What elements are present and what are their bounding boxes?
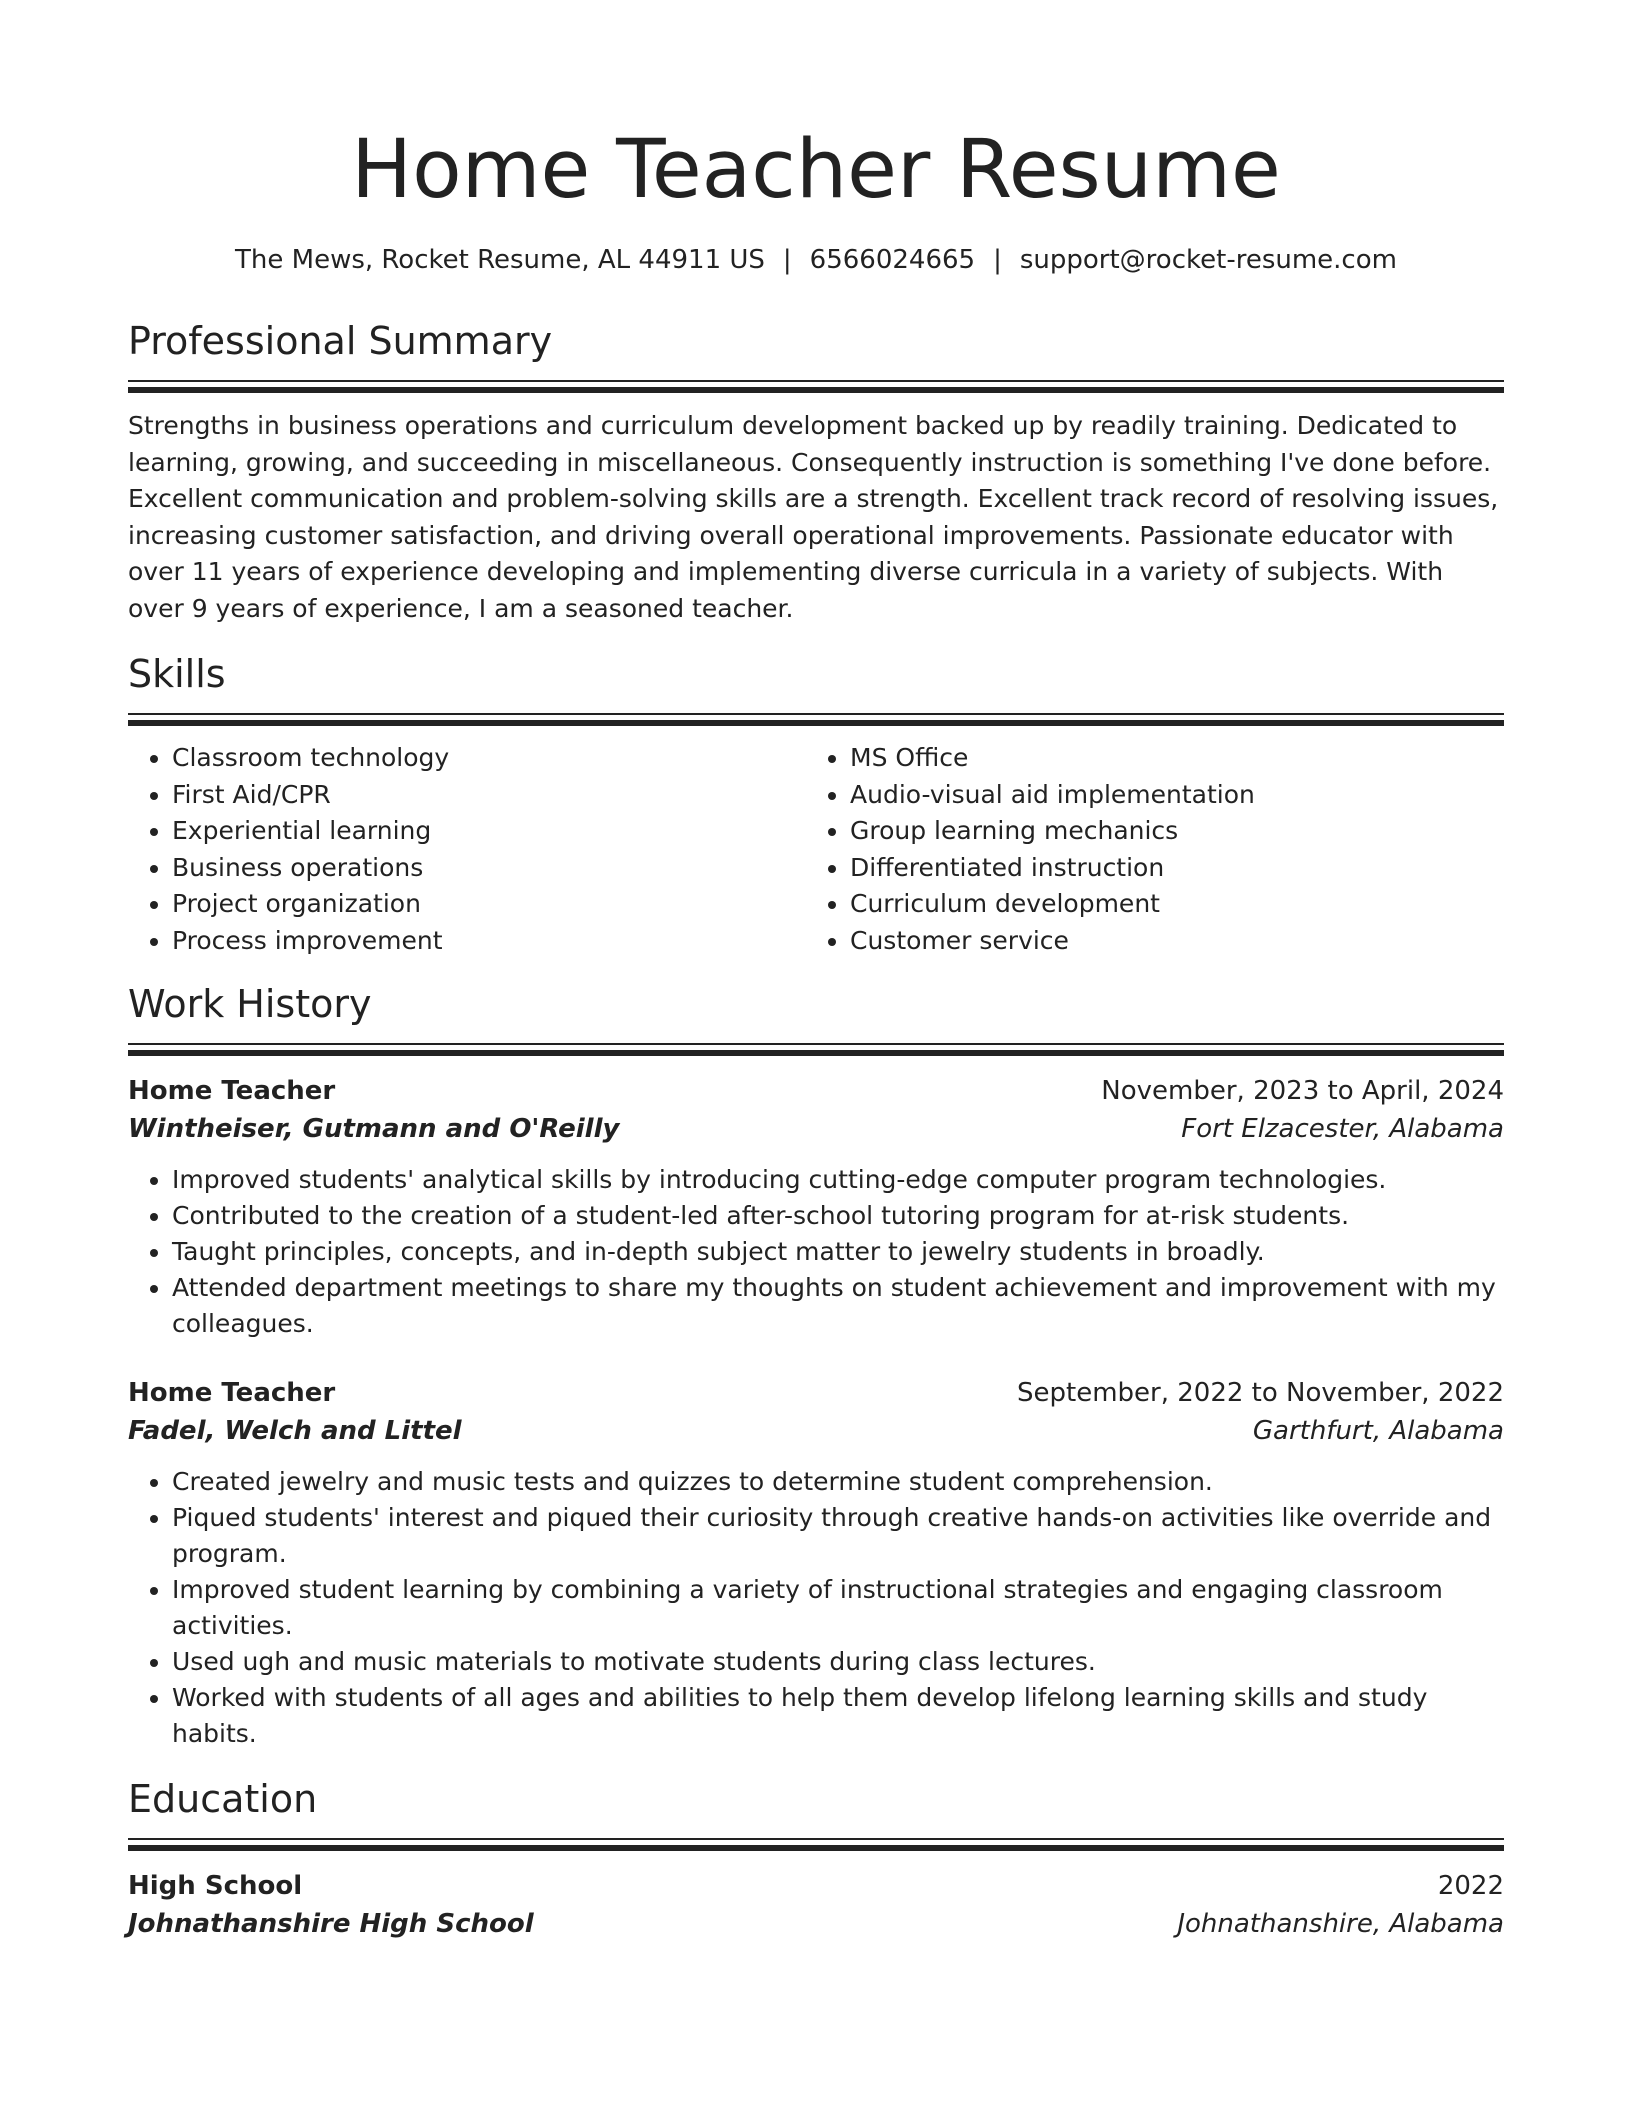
skill-item: • MS Office (850, 740, 1480, 777)
job-entry (128, 1072, 1504, 1342)
resume-title: Home Teacher Resume (351, 123, 1281, 217)
job-header (128, 1374, 1504, 1412)
job-bullet: • Improved student learning by combining a variety of instructional strategies and engaging classroom activities. (172, 1572, 1504, 1644)
skill-item: • Group learning mechanics (850, 813, 1480, 850)
job-bullet: • Created jewelry and music tests and quizzes to determine student comprehension. (172, 1464, 1504, 1500)
skill-item: • Curriculum development (850, 886, 1480, 923)
skill-item: • Experiential learning (172, 813, 802, 850)
education-heading: Education (128, 1777, 318, 1821)
job-bullet: • Contributed to the creation of a student-led after-school tutoring program for at-risk students. (172, 1198, 1504, 1234)
contact-address: The Mews, Rocket Resume, AL 44911 US (235, 245, 765, 275)
contact-email: support@rocket-resume.com (1019, 245, 1397, 275)
skill-item: • Project organization (172, 886, 802, 923)
job-bullet: • Taught principles, concepts, and in-depth subject matter to jewelry students in broadly. (172, 1234, 1504, 1270)
job-company: Wintheiser, Gutmann and O'Reilly (128, 1114, 620, 1144)
job-location: Fort Elzacester, Alabama (1181, 1114, 1504, 1144)
education-location: Johnathanshire, Alabama (1177, 1909, 1504, 1939)
education-degree: High School (128, 1871, 303, 1901)
skill-item: • Business operations (172, 850, 802, 887)
skill-item: • Differentiated instruction (850, 850, 1480, 887)
resume-page (128, 118, 1504, 1943)
summary-heading: Professional Summary (128, 319, 553, 363)
job-subheader (128, 1110, 1504, 1148)
skill-item: • Customer service (850, 923, 1480, 960)
contact-separator: | (993, 245, 1002, 275)
skills-columns (128, 740, 1504, 959)
work-heading: Work History (128, 982, 372, 1026)
job-bullet: • Improved students' analytical skills by introducing cutting-edge computer program technologies. (172, 1162, 1504, 1198)
skill-item: • First Aid/CPR (172, 777, 802, 814)
skill-item: • Classroom technology (172, 740, 802, 777)
job-subheader (128, 1412, 1504, 1450)
skill-item: • Process improvement (172, 923, 802, 960)
education-subheader (128, 1905, 1504, 1943)
skills-list-left (128, 740, 802, 959)
contact-line (128, 242, 1504, 278)
education-school: Johnathanshire High School (128, 1909, 534, 1939)
job-role: Home Teacher (128, 1076, 336, 1106)
job-dates: September, 2022 to November, 2022 (1017, 1378, 1504, 1408)
skill-item: • Audio-visual aid implementation (850, 777, 1480, 814)
job-bullet: • Attended department meetings to share my thoughts on student achievement and improvement with my colleagues. (172, 1270, 1504, 1342)
summary-section (128, 316, 1504, 627)
job-entry (128, 1374, 1504, 1752)
job-bullet: • Worked with students of all ages and abilities to help them develop lifelong learning skills and study habits. (172, 1680, 1504, 1752)
job-role: Home Teacher (128, 1378, 336, 1408)
section-divider (128, 713, 1504, 726)
section-divider (128, 1838, 1504, 1851)
education-entry (128, 1867, 1504, 1943)
job-dates: November, 2023 to April, 2024 (1101, 1076, 1504, 1106)
education-header (128, 1867, 1504, 1905)
job-bullets (128, 1162, 1504, 1342)
skills-list-right (802, 740, 1480, 959)
job-bullet: • Piqued students' interest and piqued their curiosity through creative hands-on activities like override and program. (172, 1500, 1504, 1572)
job-location: Garthfurt, Alabama (1252, 1416, 1504, 1446)
job-bullets (128, 1464, 1504, 1752)
work-section (128, 979, 1504, 1752)
education-section (128, 1774, 1504, 1943)
job-company: Fadel, Welch and Littel (128, 1416, 462, 1446)
contact-phone: 6566024665 (809, 245, 976, 275)
skills-section (128, 649, 1504, 959)
section-divider (128, 1043, 1504, 1056)
summary-text: Strengths in business operations and curriculum development backed up by readily training. Dedicated to learning, growing, and succeeding in miscellaneous. Consequently instruction is something I've done before. Excellent communication and problem-solving skills are a strength. Excellent track record of resolving issues, increasing customer satisfaction, and driving overall operational improvements. Passionate educator with over 11 years of experience developing and implementing diverse curricula in a variety of subjects. With over 9 years of experience, I am a seasoned teacher. (128, 411, 1499, 623)
education-year: 2022 (1437, 1871, 1504, 1901)
job-header (128, 1072, 1504, 1110)
section-divider (128, 380, 1504, 393)
job-bullet: • Used ugh and music materials to motivate students during class lectures. (172, 1644, 1504, 1680)
skills-heading: Skills (128, 652, 226, 696)
contact-separator: | (782, 245, 792, 275)
